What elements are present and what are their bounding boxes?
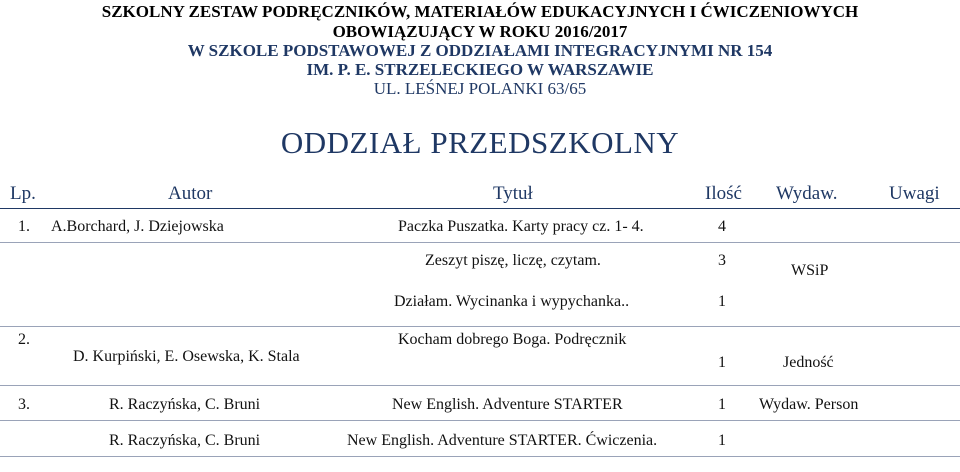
header-line-4: IM. P. E. STRZELECKIEGO W WARSZAWIE <box>306 60 654 79</box>
row2-ilosc: 1 <box>718 354 726 371</box>
col-header-ilosc: Ilość <box>705 183 742 204</box>
row2-wydaw: Jedność <box>783 354 834 371</box>
col-header-lp: Lp. <box>10 183 36 204</box>
row3-autor: R. Raczyńska, C. Bruni <box>109 396 261 413</box>
row4-tytul: New English. Adventure STARTER. Ćwiczenia. <box>347 432 658 449</box>
row4-ilosc: 1 <box>718 432 726 449</box>
row1-tytul-2: Zeszyt piszę, liczę, czytam. <box>425 252 601 269</box>
row1-divider-1 <box>0 242 960 243</box>
header-line-5: UL. LEŚNEJ POLANKI 63/65 <box>373 79 587 98</box>
row1-ilosc-1: 4 <box>718 218 726 235</box>
row1-tytul-3: Działam. Wycinanka i wypychanka.. <box>394 293 630 310</box>
row3-lp: 3. <box>18 396 30 413</box>
row1-wydaw: WSiP <box>791 262 829 279</box>
row1-autor: A.Borchard, J. Dziejowska <box>51 218 224 235</box>
row2-divider <box>0 385 960 386</box>
header-divider <box>0 208 960 209</box>
row4-autor: R. Raczyńska, C. Bruni <box>109 432 261 449</box>
row1-ilosc-3: 1 <box>718 293 726 310</box>
header-line-3: W SZKOLE PODSTAWOWEJ Z ODDZIAŁAMI INTEGRACYJNYMI NR 154 <box>187 41 773 60</box>
row3-tytul: New English. Adventure STARTER <box>392 396 623 413</box>
row1-ilosc-2: 3 <box>718 252 726 269</box>
row4-divider <box>0 456 960 457</box>
col-header-uwagi: Uwagi <box>889 183 940 204</box>
row2-lp: 2. <box>18 331 30 348</box>
row2-tytul: Kocham dobrego Boga. Podręcznik <box>398 331 627 348</box>
row1-tytul-1: Paczka Puszatka. Karty pracy cz. 1- 4. <box>398 218 644 235</box>
col-header-tytul: Tytuł <box>493 183 533 204</box>
row1-lp: 1. <box>18 218 30 235</box>
row3-wydaw: Wydaw. Person <box>759 396 859 413</box>
row1-divider-2 <box>0 326 960 327</box>
row3-divider <box>0 420 960 421</box>
row2-autor: D. Kurpiński, E. Osewska, K. Stala <box>73 348 300 365</box>
section-title: ODDZIAŁ PRZEDSZKOLNY <box>280 125 680 160</box>
col-header-wydaw: Wydaw. <box>776 183 838 204</box>
header-line-1: SZKOLNY ZESTAW PODRĘCZNIKÓW, MATERIAŁÓW EDUKACYJNYCH I ĆWICZENIOWYCH <box>101 2 859 21</box>
header-line-2: OBOWIĄZUJĄCY W ROKU 2016/2017 <box>332 22 628 41</box>
row3-ilosc: 1 <box>718 396 726 413</box>
col-header-autor: Autor <box>168 183 213 204</box>
